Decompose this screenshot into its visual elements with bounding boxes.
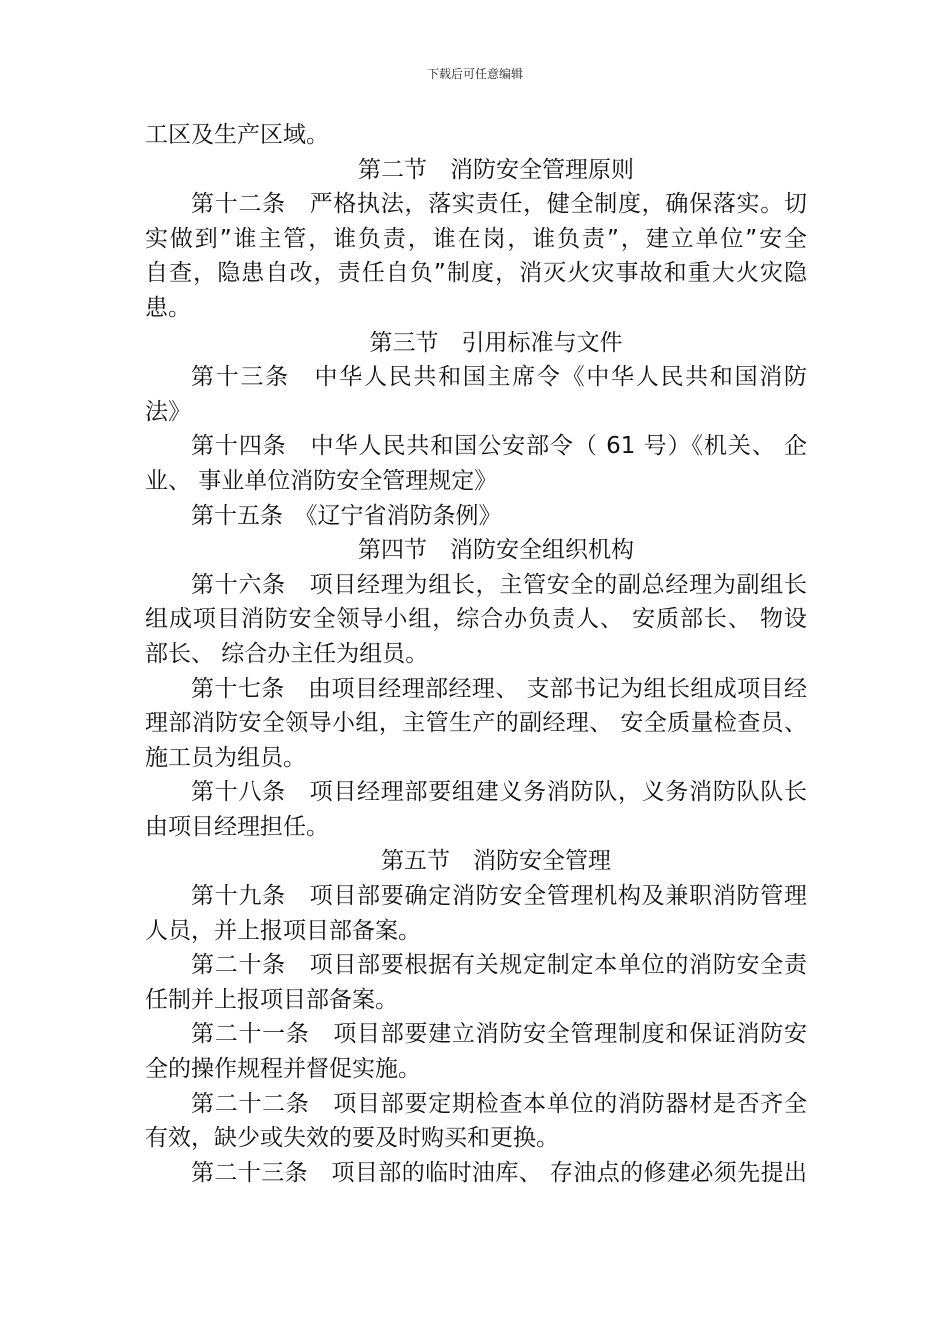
text-line: 实做到”谁主管，谁负责，谁在岗，谁负责”，建立单位”安全 [145,225,807,252]
text-line: 第二十条 项目部要根据有关规定制定本单位的消防安全责 [191,952,807,979]
text-line: 自查，隐患自改，责任自负”制度，消灭火灾事故和重大火灾隐 [145,260,807,287]
text-line: 法》 [145,398,191,425]
text-line: 理部消防安全领导小组，主管生产的副经理、 安全质量检查员、 [145,710,807,737]
text-line: 第二十二条 项目部要定期检查本单位的消防器材是否齐全 [191,1090,807,1117]
text-line: 由项目经理担任。 [145,813,329,840]
section-heading: 第四节 消防安全组织机构 [358,537,634,564]
text-line: 工区及生产区域。 [145,122,329,148]
document-body [145,118,807,1190]
text-line: 第十五条 《辽宁省消防条例》 [191,502,502,529]
text-line: 第十二条 严格执法，落实责任，健全制度，确保落实。切 [191,191,807,218]
text-line: 第十九条 项目部要确定消防安全管理机构及兼职消防管理 [191,883,807,910]
text-line: 第十四条 中华人民共和国公安部令（ 61 号）《机关、 企 [191,433,807,460]
text-line: 任制并上报项目部备案。 [145,986,398,1013]
section-heading: 第五节 消防安全管理 [381,848,611,875]
text-line: 第二十一条 项目部要建立消防安全管理制度和保证消防安 [191,1021,807,1048]
text-line: 第十三条 中华人民共和国主席令《中华人民共和国消防 [191,364,807,391]
page-header: 下载后可任意编辑 [426,67,523,81]
text-line: 业、 事业单位消防安全管理规定》 [145,467,498,494]
section-heading: 第三节 引用标准与文件 [369,329,623,356]
text-line: 人员，并上报项目部备案。 [145,917,421,944]
text-line: 患。 [145,294,191,321]
text-line: 全的操作规程并督促实施。 [145,1056,421,1083]
section-heading: 第二节 消防安全管理原则 [358,156,634,183]
text-line: 第十六条 项目经理为组长，主管安全的副总经理为副组长 [191,571,807,598]
text-line: 组成项目消防安全领导小组，综合办负责人、 安质部长、 物设 [145,606,807,633]
text-line: 施工员为组员。 [145,744,306,771]
text-line: 第十八条 项目经理部要组建义务消防队，义务消防队队长 [191,779,807,806]
text-line: 部长、 综合办主任为组员。 [145,640,429,667]
text-line: 第十七条 由项目经理部经理、 支部书记为组长组成项目经 [191,675,807,702]
text-line: 有效，缺少或失效的要及时购买和更换。 [145,1125,559,1152]
text-line: 第二十三条 项目部的临时油库、 存油点的修建必须先提出 [191,1159,807,1186]
